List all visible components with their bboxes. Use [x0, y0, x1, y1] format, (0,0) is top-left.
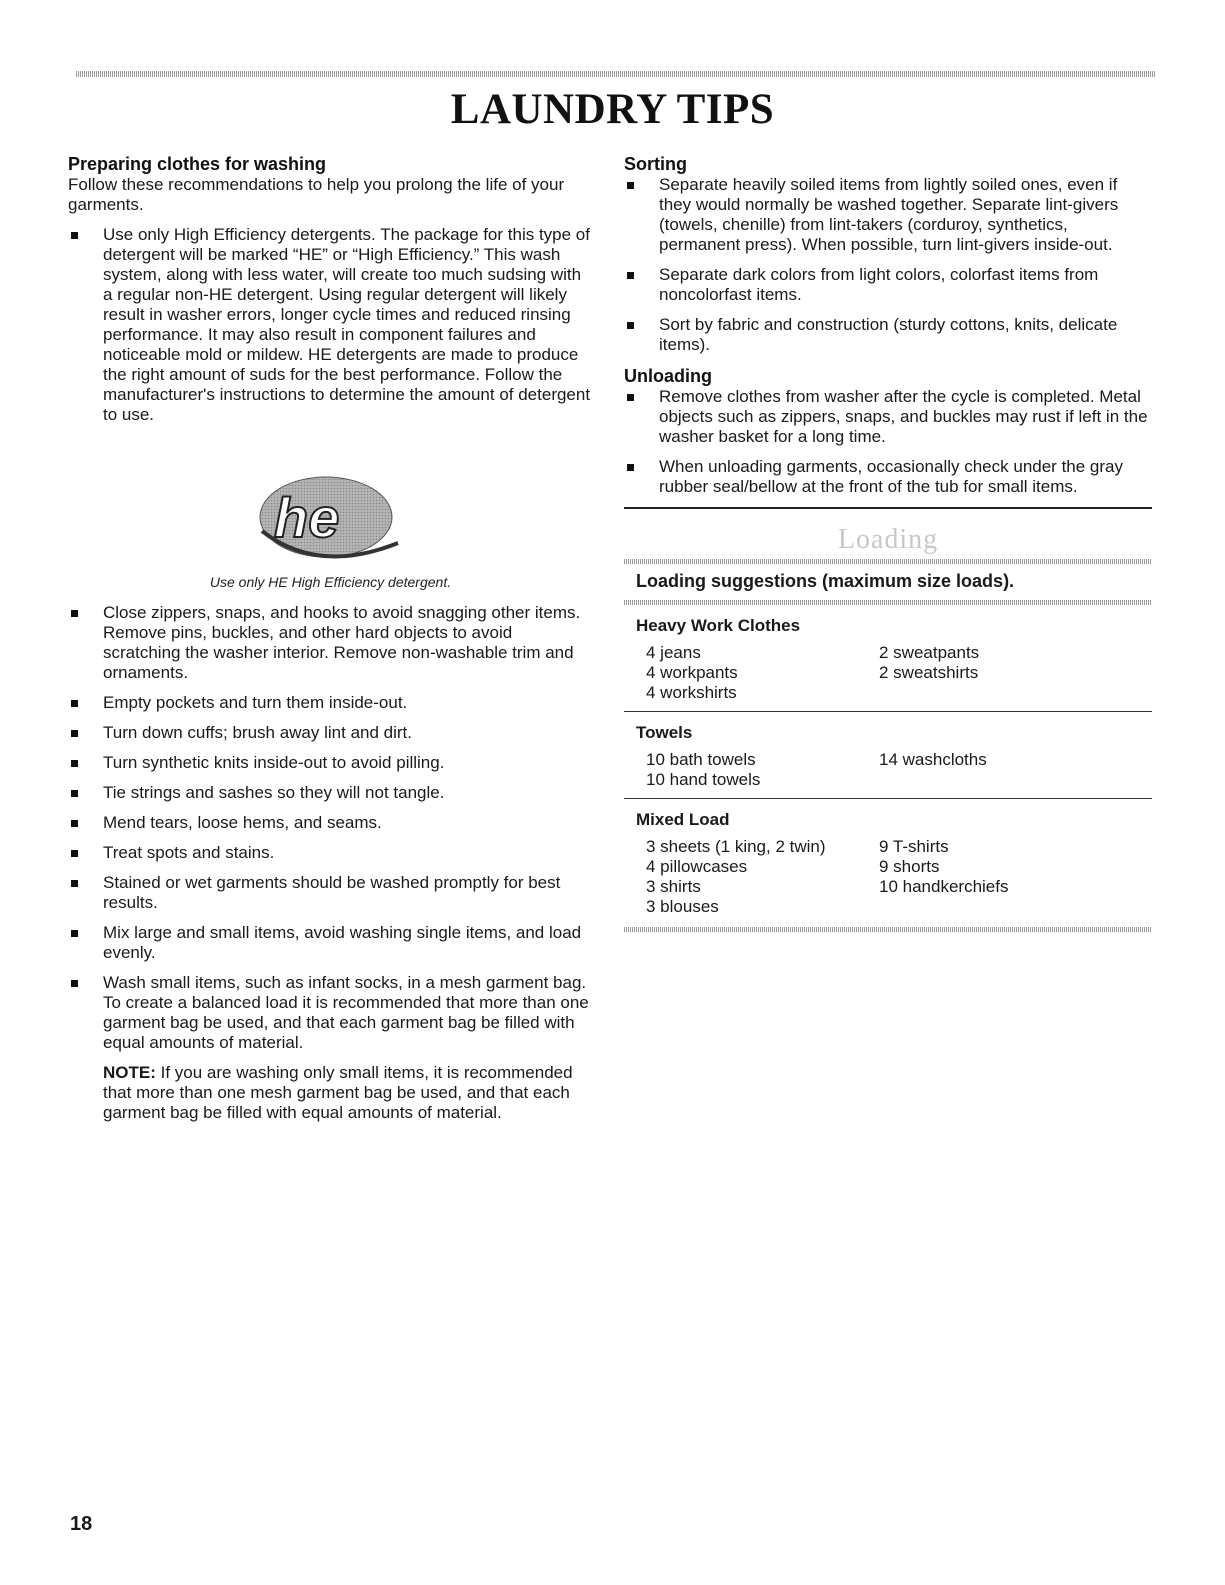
sorting-list: [624, 175, 1152, 355]
load-group-heading: Towels: [636, 723, 693, 742]
list-item-text: Separate heavily soiled items from lightly soiled ones, even if they would normally be washed together. Separate lint-givers (towels, chenille) from lint-takers (corduroy, synthetics, permanent press). When possible, turn lint-givers inside-out.: [659, 175, 1119, 254]
list-item-text: Separate dark colors from light colors, colorfast items from noncolorfast items.: [659, 265, 1099, 304]
unloading-list: [624, 387, 1152, 497]
load-item: 9 T-shirts: [879, 837, 949, 856]
loading-hatch-rule: [624, 559, 1152, 564]
list-item-text: Tie strings and sashes so they will not tangle.: [103, 783, 445, 802]
list-item: [68, 843, 593, 863]
list-item-text: Turn down cuffs; brush away lint and dirt.: [103, 723, 412, 742]
load-group-heavy: [624, 605, 1152, 711]
bullet-icon: [627, 464, 634, 471]
bullet-icon: [71, 760, 78, 767]
list-item-text: Turn synthetic knits inside-out to avoid pilling.: [103, 753, 445, 772]
load-item: 4 workpants: [646, 663, 738, 682]
load-group-towels: [624, 711, 1152, 798]
list-item-text: Mend tears, loose hems, and seams.: [103, 813, 382, 832]
list-item-text: Stained or wet garments should be washed promptly for best results.: [103, 873, 561, 912]
load-item: 3 shirts: [646, 877, 701, 896]
list-item-text: Sort by fabric and construction (sturdy cottons, knits, delicate items).: [659, 315, 1118, 354]
sorting-heading: Sorting: [624, 154, 687, 174]
list-item: [68, 783, 593, 803]
load-item: 9 shorts: [879, 857, 940, 876]
load-group-heading: Mixed Load: [636, 810, 730, 829]
load-group-items: [636, 643, 1152, 703]
load-item: 3 sheets (1 king, 2 twin): [646, 837, 826, 856]
he-item-text: Use only High Efficiency detergents. The package for this type of detergent will be marked “HE” or “High Efficiency.” This wash system, along with less water, will create too much sudsing with a regular non-HE detergent. Using regular detergent will likely result in washer errors, longer cycle times and reduced rinsing performance. It may also result in component failures and noticeable mold or mildew. HE detergents are made to produce the right amount of suds for the best performance. Follow the manufacturer's instructions to determine the amount of detergent to use.: [103, 225, 591, 424]
bullet-icon: [71, 700, 78, 707]
he-caption: Use only HE High Efficiency detergent.: [209, 574, 452, 590]
load-item: 2 sweatpants: [879, 643, 980, 662]
page-number: 18: [70, 1513, 93, 1535]
he-logo-icon: [258, 475, 408, 569]
bullet-icon: [71, 880, 78, 887]
loading-hatch-rule: [624, 927, 1152, 932]
bullet-icon: [71, 820, 78, 827]
load-item: 4 pillowcases: [646, 857, 748, 876]
load-col-2: [879, 837, 1139, 917]
bullet-icon: [71, 610, 78, 617]
list-item: [624, 175, 1152, 255]
preparing-list: [68, 603, 593, 1053]
load-item: 14 washcloths: [879, 750, 987, 769]
load-item: 10 handkerchiefs: [879, 877, 1009, 896]
list-item-text: Treat spots and stains.: [103, 843, 275, 862]
list-item-text: Mix large and small items, avoid washing single items, and load evenly.: [103, 923, 582, 962]
list-item: [68, 723, 593, 743]
load-group-items: [636, 837, 1152, 917]
bullet-icon: [627, 394, 634, 401]
he-logo-area: [68, 435, 593, 573]
list-item: [624, 387, 1152, 447]
note-label: NOTE:: [103, 1063, 156, 1082]
load-item: 2 sweatshirts: [879, 663, 979, 682]
list-item: [68, 753, 593, 773]
he-logo-text: he: [274, 486, 340, 549]
bullet-icon: [71, 790, 78, 797]
list-item: [624, 457, 1152, 497]
load-group-heading: Heavy Work Clothes: [636, 616, 801, 635]
loading-suggestions-heading: Loading suggestions (maximum size loads).: [636, 571, 1015, 591]
load-item: 4 jeans: [646, 643, 701, 662]
list-item: [68, 603, 593, 683]
load-group-items: [636, 750, 1152, 790]
load-item: 4 workshirts: [646, 683, 737, 702]
left-column: [68, 153, 593, 1123]
preparing-intro: Follow these recommendations to help you prolong the life of your garments.: [68, 175, 565, 214]
list-item: [68, 225, 593, 425]
bullet-icon: [627, 322, 634, 329]
bullet-icon: [627, 272, 634, 279]
list-item-text: Close zippers, snaps, and hooks to avoid snagging other items. Remove pins, buckles, and other hard objects to avoid scratching the washer interior. Remove non-washable trim and ornaments.: [103, 603, 581, 682]
load-item: 10 hand towels: [646, 770, 761, 789]
he-list: [68, 225, 593, 425]
bullet-icon: [71, 232, 78, 239]
load-col-2: [879, 643, 1139, 703]
list-item: [624, 315, 1152, 355]
page-title: LAUNDRY TIPS: [450, 86, 775, 133]
right-column: [624, 153, 1152, 932]
load-item: 10 bath towels: [646, 750, 756, 769]
list-item: [68, 813, 593, 833]
list-item: [68, 693, 593, 713]
bullet-icon: [71, 850, 78, 857]
list-item-text: Empty pockets and turn them inside-out.: [103, 693, 408, 712]
note-paragraph: [103, 1063, 593, 1123]
list-item-text: When unloading garments, occasionally check under the gray rubber seal/bellow at the front of the tub for small items.: [659, 457, 1123, 496]
preparing-heading: Preparing clothes for washing: [68, 154, 327, 174]
load-col-2: [879, 750, 1139, 790]
load-col-1: [636, 643, 879, 703]
list-item: [68, 973, 593, 1053]
load-group-mixed: [624, 798, 1152, 925]
load-col-1: [636, 837, 879, 917]
bullet-icon: [627, 182, 634, 189]
list-item-text: Remove clothes from washer after the cycle is completed. Metal objects such as zippers, snaps, and buckles may rust if left in the washer basket for a long time.: [659, 387, 1148, 446]
list-item: [68, 873, 593, 913]
bullet-icon: [71, 730, 78, 737]
bullet-icon: [71, 930, 78, 937]
unloading-heading: Unloading: [624, 366, 712, 386]
list-item-text: Wash small items, such as infant socks, in a mesh garment bag. To create a balanced load it is recommended that more than one garment bag be used, and that each garment bag be filled with equal amounts of material.: [103, 973, 589, 1052]
section-divider: [624, 507, 1152, 509]
note-text: If you are washing only small items, it is recommended that more than one mesh garment bag be used, and that each garment bag be filled with equal amounts of material.: [103, 1063, 573, 1122]
load-col-1: [636, 750, 879, 790]
loading-title: Loading: [837, 524, 939, 555]
list-item: [624, 265, 1152, 305]
list-item: [68, 923, 593, 963]
bullet-icon: [71, 980, 78, 987]
load-item: 3 blouses: [646, 897, 719, 916]
top-hatch-rule: [76, 71, 1155, 77]
